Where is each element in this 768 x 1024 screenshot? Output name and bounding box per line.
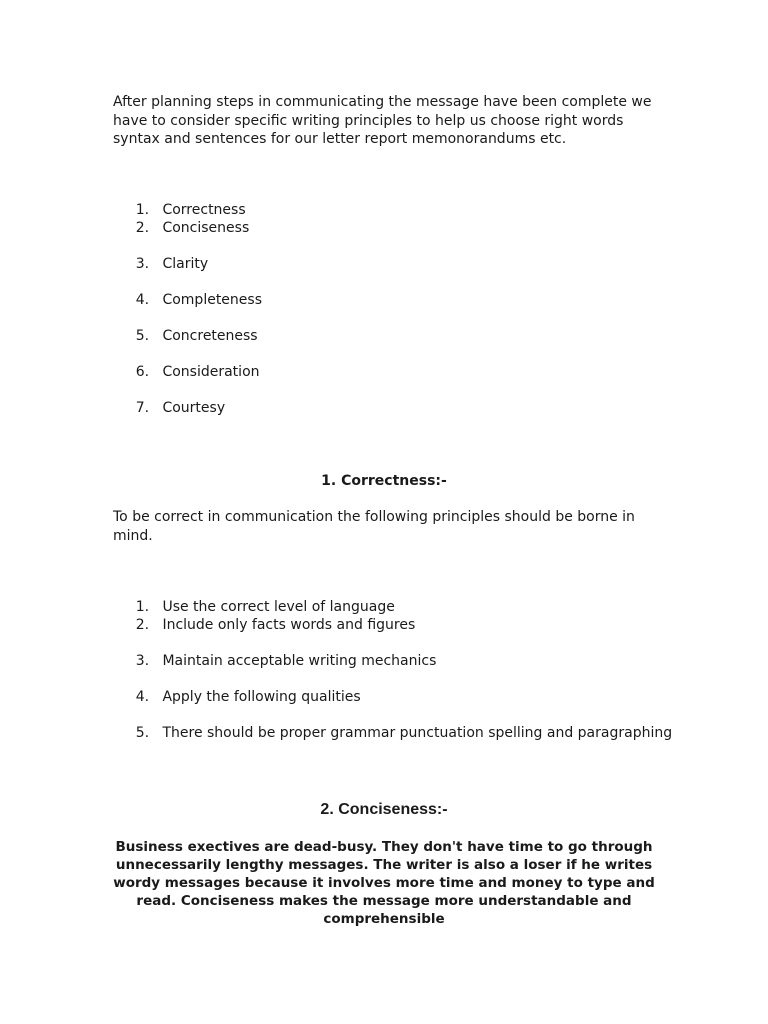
list-item-number: 4. bbox=[135, 689, 158, 705]
list-item bbox=[113, 724, 672, 742]
list-item-number: 6. bbox=[135, 364, 158, 380]
list-item-number: 2. bbox=[135, 220, 158, 236]
list-item bbox=[113, 255, 208, 273]
list-item-number: 4. bbox=[135, 292, 158, 308]
list-item-label: Use the correct level of language bbox=[162, 599, 395, 615]
list-item bbox=[113, 616, 415, 634]
section-heading-correctness: 1. Correctness:- bbox=[321, 473, 447, 489]
list-item-number: 3. bbox=[135, 653, 158, 669]
list-item-number: 5. bbox=[135, 725, 158, 741]
list-item-label: Apply the following qualities bbox=[162, 689, 361, 705]
list-item bbox=[113, 598, 395, 616]
list-item-number: 2. bbox=[135, 617, 158, 633]
intro-paragraph: After planning steps in communicating the message have been complete we have to consider specific writing principles to help us choose right words syntax and sentences for our letter report memonorandums etc. bbox=[113, 94, 652, 147]
list-item bbox=[113, 688, 361, 706]
list-item-label: Completeness bbox=[162, 292, 262, 308]
section-heading-conciseness: 2. Conciseness:- bbox=[320, 801, 448, 818]
list-item bbox=[113, 363, 260, 381]
list-item bbox=[113, 327, 258, 345]
correctness-paragraph: To be correct in communication the following principles should be borne in mind. bbox=[113, 509, 635, 544]
list-item-label: There should be proper grammar punctuation spelling and paragraphing bbox=[162, 725, 673, 741]
list-item-label: Courtesy bbox=[162, 400, 226, 416]
list-item bbox=[113, 219, 249, 237]
list-item-label: Correctness bbox=[162, 202, 246, 218]
list-item-label: Consideration bbox=[162, 364, 260, 380]
conciseness-paragraph: Business exectives are dead-busy. They don't have time to go through unnecessarily lengthy messages. The writer is also a loser if he writes wordy messages because it involves more time and money to type and read. Conciseness makes the message more understandable and comprehensible bbox=[113, 839, 655, 927]
list-item-number: 1. bbox=[135, 202, 158, 218]
list-item bbox=[113, 201, 246, 219]
list-item-label: Maintain acceptable writing mechanics bbox=[162, 653, 437, 669]
list-item-label: Conciseness bbox=[162, 220, 250, 236]
list-item-number: 3. bbox=[135, 256, 158, 272]
list-item bbox=[113, 291, 262, 309]
list-item-label: Concreteness bbox=[162, 328, 258, 344]
list-item-number: 1. bbox=[135, 599, 158, 615]
list-item bbox=[113, 399, 225, 417]
list-item bbox=[113, 652, 436, 670]
list-item-label: Include only facts words and figures bbox=[162, 617, 416, 633]
list-item-label: Clarity bbox=[162, 256, 209, 272]
list-item-number: 7. bbox=[135, 400, 158, 416]
list-item-number: 5. bbox=[135, 328, 158, 344]
